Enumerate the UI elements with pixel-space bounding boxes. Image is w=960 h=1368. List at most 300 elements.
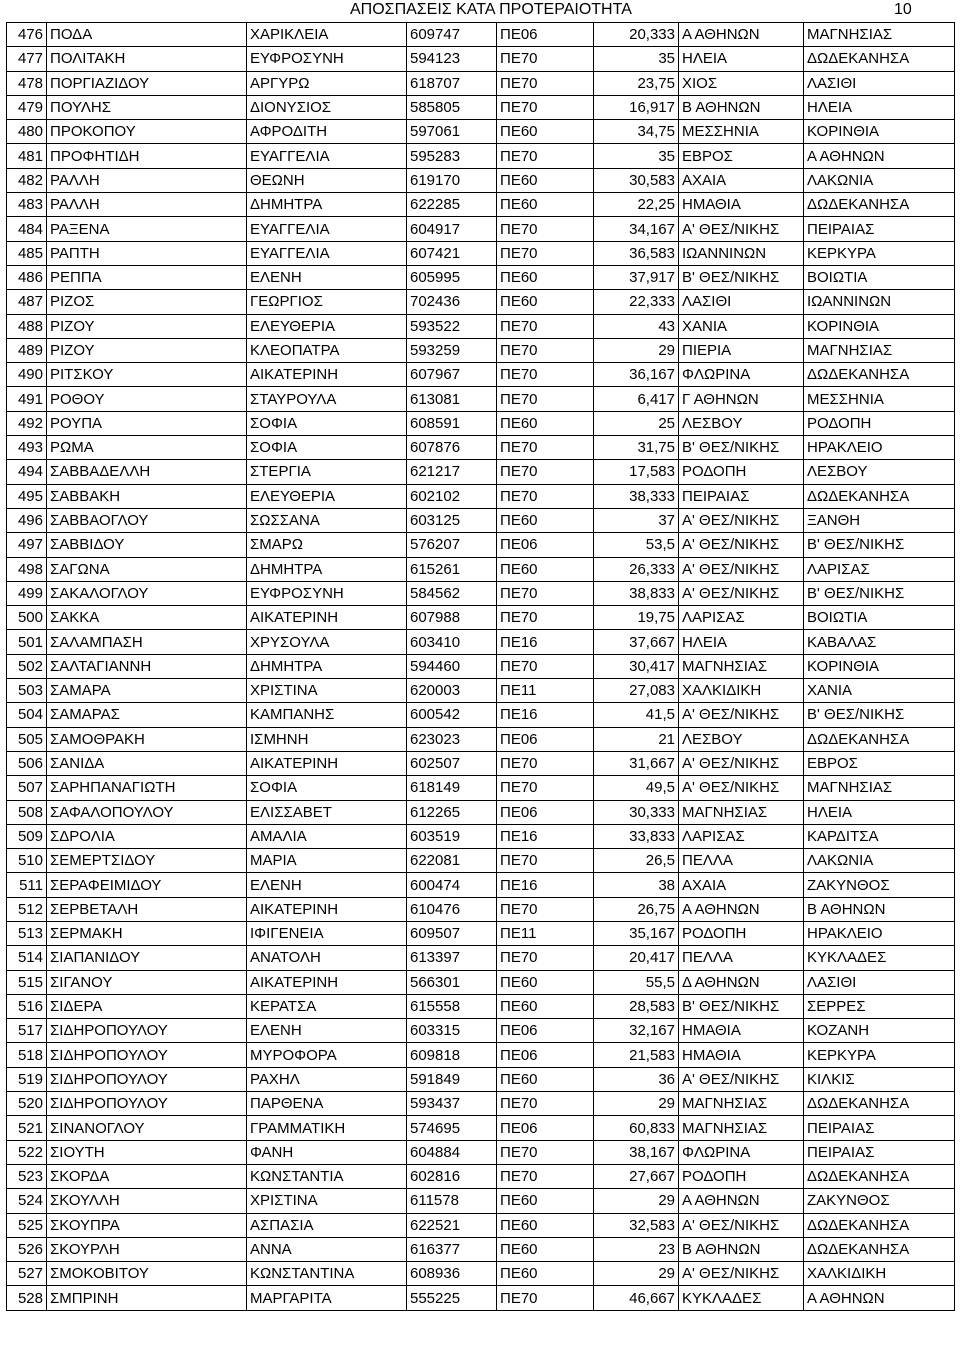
first-name-cell: ΔΙΟΝΥΣΙΟΣ <box>247 95 407 119</box>
registry-id-cell: 593522 <box>407 314 497 338</box>
table-row <box>7 703 955 727</box>
specialty-cell: ΠΕ70 <box>497 1286 594 1310</box>
specialty-cell: ΠΕ16 <box>497 630 594 654</box>
row-number: 486 <box>7 265 47 289</box>
registry-id-cell: 613397 <box>407 946 497 970</box>
first-name-cell: ΚΩΝΣΤΑΝΤΙΑ <box>247 1164 407 1188</box>
first-name-cell: ΕΥΦΡΟΣΥΝΗ <box>247 581 407 605</box>
registry-id-cell: 609507 <box>407 921 497 945</box>
first-name-cell: ΑΙΚΑΤΕΡΙΝΗ <box>247 751 407 775</box>
registry-id-cell: 584562 <box>407 581 497 605</box>
row-number: 526 <box>7 1237 47 1261</box>
registry-id-cell: 607876 <box>407 436 497 460</box>
first-name-cell: ΑΙΚΑΤΕΡΙΝΗ <box>247 363 407 387</box>
specialty-cell: ΠΕ60 <box>497 168 594 192</box>
records-table <box>6 22 955 1311</box>
table-row <box>7 824 955 848</box>
origin-region-cell: Β' ΘΕΣ/ΝΙΚΗΣ <box>679 994 804 1018</box>
registry-id-cell: 574695 <box>407 1116 497 1140</box>
specialty-cell: ΠΕ70 <box>497 314 594 338</box>
row-number: 513 <box>7 921 47 945</box>
specialty-cell: ΠΕ06 <box>497 533 594 557</box>
first-name-cell: ΧΡΙΣΤΙΝΑ <box>247 1189 407 1213</box>
surname-cell: ΣΜΠΡΙΝΗ <box>47 1286 247 1310</box>
origin-region-cell: Α' ΘΕΣ/ΝΙΚΗΣ <box>679 703 804 727</box>
specialty-cell: ΠΕ70 <box>497 71 594 95</box>
table-row <box>7 484 955 508</box>
score-cell: 25 <box>594 411 679 435</box>
first-name-cell: ΜΑΡΙΑ <box>247 849 407 873</box>
table-row <box>7 217 955 241</box>
row-number: 506 <box>7 751 47 775</box>
row-number: 485 <box>7 241 47 265</box>
destination-region-cell: ΚΕΡΚΥΡΑ <box>804 1043 955 1067</box>
row-number: 497 <box>7 533 47 557</box>
first-name-cell: ΔΗΜΗΤΡΑ <box>247 557 407 581</box>
destination-region-cell: ΔΩΔΕΚΑΝΗΣΑ <box>804 47 955 71</box>
specialty-cell: ΠΕ60 <box>497 1189 594 1213</box>
score-cell: 17,583 <box>594 460 679 484</box>
score-cell: 49,5 <box>594 776 679 800</box>
first-name-cell: ΕΛΕΥΘΕΡΙΑ <box>247 314 407 338</box>
score-cell: 30,417 <box>594 654 679 678</box>
surname-cell: ΣΑΚΑΛΟΓΛΟΥ <box>47 581 247 605</box>
surname-cell: ΣΙΔΗΡΟΠΟΥΛΟΥ <box>47 1043 247 1067</box>
first-name-cell: ΠΑΡΘΕΝΑ <box>247 1092 407 1116</box>
surname-cell: ΡΟΥΠΑ <box>47 411 247 435</box>
table-row <box>7 71 955 95</box>
score-cell: 35 <box>594 144 679 168</box>
row-number: 482 <box>7 168 47 192</box>
surname-cell: ΣΑΛΑΜΠΑΣΗ <box>47 630 247 654</box>
table-row <box>7 970 955 994</box>
first-name-cell: ΣΩΣΣΑΝΑ <box>247 508 407 532</box>
origin-region-cell: ΜΕΣΣΗΝΙΑ <box>679 120 804 144</box>
registry-id-cell: 603315 <box>407 1019 497 1043</box>
row-number: 487 <box>7 290 47 314</box>
destination-region-cell: ΔΩΔΕΚΑΝΗΣΑ <box>804 484 955 508</box>
origin-region-cell: Α' ΘΕΣ/ΝΙΚΗΣ <box>679 508 804 532</box>
score-cell: 20,417 <box>594 946 679 970</box>
registry-id-cell: 608591 <box>407 411 497 435</box>
row-number: 510 <box>7 849 47 873</box>
first-name-cell: ΚΑΜΠΑΝΗΣ <box>247 703 407 727</box>
score-cell: 34,167 <box>594 217 679 241</box>
table-row <box>7 23 955 47</box>
table-row <box>7 168 955 192</box>
surname-cell: ΡΙΖΟΣ <box>47 290 247 314</box>
surname-cell: ΠΟΡΓΙΑΖΙΔΟΥ <box>47 71 247 95</box>
first-name-cell: ΡΑΧΗΛ <box>247 1067 407 1091</box>
destination-region-cell: ΚΟΡΙΝΘΙΑ <box>804 314 955 338</box>
row-number: 476 <box>7 23 47 47</box>
row-number: 527 <box>7 1262 47 1286</box>
surname-cell: ΣΑΦΑΛΟΠΟΥΛΟΥ <box>47 800 247 824</box>
table-row <box>7 1092 955 1116</box>
row-number: 520 <box>7 1092 47 1116</box>
first-name-cell: ΣΤΑΥΡΟΥΛΑ <box>247 387 407 411</box>
score-cell: 35,167 <box>594 921 679 945</box>
first-name-cell: ΣΟΦΙΑ <box>247 436 407 460</box>
first-name-cell: ΕΛΙΣΣΑΒΕΤ <box>247 800 407 824</box>
destination-region-cell: ΠΕΙΡΑΙΑΣ <box>804 217 955 241</box>
score-cell: 6,417 <box>594 387 679 411</box>
first-name-cell: ΣΟΦΙΑ <box>247 411 407 435</box>
destination-region-cell: ΣΕΡΡΕΣ <box>804 994 955 1018</box>
surname-cell: ΣΚΟΥΡΛΗ <box>47 1237 247 1261</box>
origin-region-cell: Β ΑΘΗΝΩΝ <box>679 95 804 119</box>
origin-region-cell: ΑΧΑΙΑ <box>679 168 804 192</box>
specialty-cell: ΠΕ70 <box>497 581 594 605</box>
score-cell: 43 <box>594 314 679 338</box>
first-name-cell: ΑΙΚΑΤΕΡΙΝΗ <box>247 606 407 630</box>
surname-cell: ΠΟΛΙΤΑΚΗ <box>47 47 247 71</box>
surname-cell: ΡΟΘΟΥ <box>47 387 247 411</box>
row-number: 525 <box>7 1213 47 1237</box>
registry-id-cell: 620003 <box>407 679 497 703</box>
specialty-cell: ΠΕ60 <box>497 193 594 217</box>
destination-region-cell: ΒΟΙΩΤΙΑ <box>804 265 955 289</box>
specialty-cell: ΠΕ60 <box>497 970 594 994</box>
surname-cell: ΣΑΒΒΑΚΗ <box>47 484 247 508</box>
table-row <box>7 460 955 484</box>
origin-region-cell: ΡΟΔΟΠΗ <box>679 460 804 484</box>
table-row <box>7 994 955 1018</box>
registry-id-cell: 603125 <box>407 508 497 532</box>
origin-region-cell: Α' ΘΕΣ/ΝΙΚΗΣ <box>679 751 804 775</box>
table-row <box>7 193 955 217</box>
table-row <box>7 946 955 970</box>
surname-cell: ΡΑΠΤΗ <box>47 241 247 265</box>
destination-region-cell: ΠΕΙΡΑΙΑΣ <box>804 1116 955 1140</box>
first-name-cell: ΣΜΑΡΩ <box>247 533 407 557</box>
table-row <box>7 1213 955 1237</box>
table-row <box>7 1067 955 1091</box>
row-number: 524 <box>7 1189 47 1213</box>
specialty-cell: ΠΕ70 <box>497 460 594 484</box>
first-name-cell: ΓΡΑΜΜΑΤΙΚΗ <box>247 1116 407 1140</box>
specialty-cell: ΠΕ70 <box>497 47 594 71</box>
origin-region-cell: ΛΑΣΙΘΙ <box>679 290 804 314</box>
registry-id-cell: 593437 <box>407 1092 497 1116</box>
table-row <box>7 1116 955 1140</box>
registry-id-cell: 597061 <box>407 120 497 144</box>
origin-region-cell: ΛΑΡΙΣΑΣ <box>679 824 804 848</box>
score-cell: 35 <box>594 47 679 71</box>
specialty-cell: ΠΕ60 <box>497 1067 594 1091</box>
origin-region-cell: ΗΛΕΙΑ <box>679 630 804 654</box>
registry-id-cell: 603519 <box>407 824 497 848</box>
table-row <box>7 849 955 873</box>
row-number: 509 <box>7 824 47 848</box>
first-name-cell: ΣΤΕΡΓΙΑ <box>247 460 407 484</box>
origin-region-cell: Α ΑΘΗΝΩΝ <box>679 1189 804 1213</box>
origin-region-cell: ΜΑΓΝΗΣΙΑΣ <box>679 1092 804 1116</box>
destination-region-cell: ΛΑΚΩΝΙΑ <box>804 168 955 192</box>
first-name-cell: ΘΕΩΝΗ <box>247 168 407 192</box>
origin-region-cell: ΜΑΓΝΗΣΙΑΣ <box>679 1116 804 1140</box>
origin-region-cell: ΠΕΛΛΑ <box>679 849 804 873</box>
score-cell: 36,583 <box>594 241 679 265</box>
table-row <box>7 557 955 581</box>
surname-cell: ΡΩΜΑ <box>47 436 247 460</box>
origin-region-cell: Α' ΘΕΣ/ΝΙΚΗΣ <box>679 557 804 581</box>
score-cell: 41,5 <box>594 703 679 727</box>
registry-id-cell: 604884 <box>407 1140 497 1164</box>
surname-cell: ΠΟΥΛΗΣ <box>47 95 247 119</box>
specialty-cell: ΠΕ70 <box>497 95 594 119</box>
surname-cell: ΡΕΠΠΑ <box>47 265 247 289</box>
specialty-cell: ΠΕ16 <box>497 873 594 897</box>
table-row <box>7 508 955 532</box>
specialty-cell: ΠΕ70 <box>497 217 594 241</box>
row-number: 494 <box>7 460 47 484</box>
destination-region-cell: ΠΕΙΡΑΙΑΣ <box>804 1140 955 1164</box>
table-row <box>7 1286 955 1310</box>
registry-id-cell: 595283 <box>407 144 497 168</box>
row-number: 521 <box>7 1116 47 1140</box>
destination-region-cell: ΛΑΡΙΣΑΣ <box>804 557 955 581</box>
first-name-cell: ΧΡΙΣΤΙΝΑ <box>247 679 407 703</box>
score-cell: 30,583 <box>594 168 679 192</box>
specialty-cell: ΠΕ06 <box>497 1043 594 1067</box>
origin-region-cell: ΗΛΕΙΑ <box>679 47 804 71</box>
destination-region-cell: ΚΙΛΚΙΣ <box>804 1067 955 1091</box>
origin-region-cell: ΦΛΩΡΙΝΑ <box>679 363 804 387</box>
first-name-cell: ΚΕΡΑΤΣΑ <box>247 994 407 1018</box>
specialty-cell: ΠΕ70 <box>497 1140 594 1164</box>
table-row <box>7 581 955 605</box>
table-row <box>7 897 955 921</box>
page-title: ΑΠΟΣΠΑΣΕΙΣ ΚΑΤΑ ΠΡΟΤΕΡΑΙΟΤΗΤΑ <box>350 1 632 18</box>
score-cell: 23,75 <box>594 71 679 95</box>
specialty-cell: ΠΕ60 <box>497 265 594 289</box>
table-row <box>7 776 955 800</box>
first-name-cell: ΕΛΕΝΗ <box>247 873 407 897</box>
specialty-cell: ΠΕ70 <box>497 1164 594 1188</box>
specialty-cell: ΠΕ11 <box>497 679 594 703</box>
table-row <box>7 1140 955 1164</box>
first-name-cell: ΓΕΩΡΓΙΟΣ <box>247 290 407 314</box>
first-name-cell: ΧΡΥΣΟΥΛΑ <box>247 630 407 654</box>
row-number: 479 <box>7 95 47 119</box>
origin-region-cell: ΠΕΙΡΑΙΑΣ <box>679 484 804 508</box>
first-name-cell: ΑΝΑΤΟΛΗ <box>247 946 407 970</box>
surname-cell: ΣΕΜΕΡΤΣΙΔΟΥ <box>47 849 247 873</box>
specialty-cell: ΠΕ70 <box>497 751 594 775</box>
registry-id-cell: 607967 <box>407 363 497 387</box>
surname-cell: ΣΙΔΗΡΟΠΟΥΛΟΥ <box>47 1092 247 1116</box>
origin-region-cell: Γ ΑΘΗΝΩΝ <box>679 387 804 411</box>
surname-cell: ΡΑΛΛΗ <box>47 193 247 217</box>
table-row <box>7 679 955 703</box>
first-name-cell: ΑΦΡΟΔΙΤΗ <box>247 120 407 144</box>
origin-region-cell: Α ΑΘΗΝΩΝ <box>679 897 804 921</box>
first-name-cell: ΜΑΡΓΑΡΙΤΑ <box>247 1286 407 1310</box>
destination-region-cell: ΗΛΕΙΑ <box>804 800 955 824</box>
table-row <box>7 47 955 71</box>
specialty-cell: ΠΕ06 <box>497 23 594 47</box>
row-number: 508 <box>7 800 47 824</box>
table-row <box>7 630 955 654</box>
specialty-cell: ΠΕ06 <box>497 800 594 824</box>
specialty-cell: ΠΕ60 <box>497 120 594 144</box>
row-number: 490 <box>7 363 47 387</box>
score-cell: 37,667 <box>594 630 679 654</box>
specialty-cell: ΠΕ70 <box>497 241 594 265</box>
destination-region-cell: ΒΟΙΩΤΙΑ <box>804 606 955 630</box>
surname-cell: ΣΙΟΥΤΗ <box>47 1140 247 1164</box>
registry-id-cell: 702436 <box>407 290 497 314</box>
surname-cell: ΣΕΡΜΑΚΗ <box>47 921 247 945</box>
row-number: 505 <box>7 727 47 751</box>
score-cell: 30,333 <box>594 800 679 824</box>
page-header <box>0 0 960 22</box>
registry-id-cell: 566301 <box>407 970 497 994</box>
destination-region-cell: Α ΑΘΗΝΩΝ <box>804 144 955 168</box>
score-cell: 38,333 <box>594 484 679 508</box>
row-number: 496 <box>7 508 47 532</box>
origin-region-cell: Α' ΘΕΣ/ΝΙΚΗΣ <box>679 217 804 241</box>
surname-cell: ΣΑΜΑΡΑΣ <box>47 703 247 727</box>
origin-region-cell: ΧΑΝΙΑ <box>679 314 804 338</box>
origin-region-cell: Α' ΘΕΣ/ΝΙΚΗΣ <box>679 533 804 557</box>
row-number: 484 <box>7 217 47 241</box>
registry-id-cell: 600474 <box>407 873 497 897</box>
specialty-cell: ΠΕ70 <box>497 849 594 873</box>
first-name-cell: ΑΣΠΑΣΙΑ <box>247 1213 407 1237</box>
surname-cell: ΣΑΡΗΠΑΝΑΓΙΩΤΗ <box>47 776 247 800</box>
score-cell: 23 <box>594 1237 679 1261</box>
row-number: 491 <box>7 387 47 411</box>
registry-id-cell: 618149 <box>407 776 497 800</box>
origin-region-cell: ΑΧΑΙΑ <box>679 873 804 897</box>
first-name-cell: ΑΜΑΛΙΑ <box>247 824 407 848</box>
destination-region-cell: ΙΩΑΝΝΙΝΩΝ <box>804 290 955 314</box>
row-number: 477 <box>7 47 47 71</box>
surname-cell: ΣΑΝΙΔΑ <box>47 751 247 775</box>
origin-region-cell: Α' ΘΕΣ/ΝΙΚΗΣ <box>679 776 804 800</box>
registry-id-cell: 612265 <box>407 800 497 824</box>
specialty-cell: ΠΕ70 <box>497 654 594 678</box>
row-number: 522 <box>7 1140 47 1164</box>
specialty-cell: ΠΕ60 <box>497 1213 594 1237</box>
first-name-cell: ΕΥΦΡΟΣΥΝΗ <box>247 47 407 71</box>
destination-region-cell: ΜΑΓΝΗΣΙΑΣ <box>804 338 955 362</box>
origin-region-cell: ΡΟΔΟΠΗ <box>679 1164 804 1188</box>
first-name-cell: ΑΡΓΥΡΩ <box>247 71 407 95</box>
row-number: 504 <box>7 703 47 727</box>
destination-region-cell: Β' ΘΕΣ/ΝΙΚΗΣ <box>804 533 955 557</box>
specialty-cell: ΠΕ06 <box>497 1116 594 1140</box>
score-cell: 29 <box>594 1189 679 1213</box>
table-row <box>7 363 955 387</box>
score-cell: 38,167 <box>594 1140 679 1164</box>
registry-id-cell: 602507 <box>407 751 497 775</box>
row-number: 511 <box>7 873 47 897</box>
row-number: 483 <box>7 193 47 217</box>
destination-region-cell: ΛΑΣΙΘΙ <box>804 970 955 994</box>
specialty-cell: ΠΕ60 <box>497 508 594 532</box>
registry-id-cell: 621217 <box>407 460 497 484</box>
destination-region-cell: Β' ΘΕΣ/ΝΙΚΗΣ <box>804 581 955 605</box>
specialty-cell: ΠΕ70 <box>497 776 594 800</box>
surname-cell: ΣΙΑΠΑΝΙΔΟΥ <box>47 946 247 970</box>
registry-id-cell: 594123 <box>407 47 497 71</box>
surname-cell: ΣΚΟΥΠΡΑ <box>47 1213 247 1237</box>
row-number: 481 <box>7 144 47 168</box>
row-number: 495 <box>7 484 47 508</box>
origin-region-cell: ΗΜΑΘΙΑ <box>679 1019 804 1043</box>
registry-id-cell: 607988 <box>407 606 497 630</box>
destination-region-cell: ΔΩΔΕΚΑΝΗΣΑ <box>804 1237 955 1261</box>
registry-id-cell: 622521 <box>407 1213 497 1237</box>
first-name-cell: ΔΗΜΗΤΡΑ <box>247 654 407 678</box>
destination-region-cell: ΔΩΔΕΚΑΝΗΣΑ <box>804 1164 955 1188</box>
row-number: 480 <box>7 120 47 144</box>
destination-region-cell: ΚΑΒΑΛΑΣ <box>804 630 955 654</box>
surname-cell: ΣΜΟΚΟΒΙΤΟΥ <box>47 1262 247 1286</box>
surname-cell: ΡΙΖΟΥ <box>47 314 247 338</box>
score-cell: 21,583 <box>594 1043 679 1067</box>
row-number: 517 <box>7 1019 47 1043</box>
score-cell: 27,667 <box>594 1164 679 1188</box>
first-name-cell: ΑΙΚΑΤΕΡΙΝΗ <box>247 970 407 994</box>
registry-id-cell: 585805 <box>407 95 497 119</box>
registry-id-cell: 622081 <box>407 849 497 873</box>
destination-region-cell: ΚΥΚΛΑΔΕΣ <box>804 946 955 970</box>
origin-region-cell: ΧΑΛΚΙΔΙΚΗ <box>679 679 804 703</box>
table-row <box>7 1019 955 1043</box>
row-number: 514 <box>7 946 47 970</box>
origin-region-cell: Β ΑΘΗΝΩΝ <box>679 1237 804 1261</box>
score-cell: 16,917 <box>594 95 679 119</box>
specialty-cell: ΠΕ60 <box>497 290 594 314</box>
registry-id-cell: 591849 <box>407 1067 497 1091</box>
registry-id-cell: 576207 <box>407 533 497 557</box>
score-cell: 29 <box>594 338 679 362</box>
table-row <box>7 120 955 144</box>
registry-id-cell: 605995 <box>407 265 497 289</box>
score-cell: 37,917 <box>594 265 679 289</box>
score-cell: 26,5 <box>594 849 679 873</box>
specialty-cell: ΠΕ60 <box>497 1237 594 1261</box>
table-row <box>7 387 955 411</box>
destination-region-cell: ΜΕΣΣΗΝΙΑ <box>804 387 955 411</box>
row-number: 500 <box>7 606 47 630</box>
specialty-cell: ΠΕ70 <box>497 144 594 168</box>
surname-cell: ΠΟΔΑ <box>47 23 247 47</box>
first-name-cell: ΙΣΜΗΝΗ <box>247 727 407 751</box>
first-name-cell: ΕΛΕΥΘΕΡΙΑ <box>247 484 407 508</box>
table-row <box>7 144 955 168</box>
destination-region-cell: ΜΑΓΝΗΣΙΑΣ <box>804 776 955 800</box>
table-row <box>7 800 955 824</box>
first-name-cell: ΔΗΜΗΤΡΑ <box>247 193 407 217</box>
origin-region-cell: Α ΑΘΗΝΩΝ <box>679 23 804 47</box>
destination-region-cell: ΛΑΣΙΘΙ <box>804 71 955 95</box>
registry-id-cell: 622285 <box>407 193 497 217</box>
surname-cell: ΡΑΞΕΝΑ <box>47 217 247 241</box>
destination-region-cell: ΔΩΔΕΚΑΝΗΣΑ <box>804 1092 955 1116</box>
registry-id-cell: 613081 <box>407 387 497 411</box>
registry-id-cell: 604917 <box>407 217 497 241</box>
specialty-cell: ΠΕ70 <box>497 484 594 508</box>
table-row <box>7 1262 955 1286</box>
specialty-cell: ΠΕ70 <box>497 436 594 460</box>
table-row <box>7 654 955 678</box>
surname-cell: ΡΑΛΛΗ <box>47 168 247 192</box>
